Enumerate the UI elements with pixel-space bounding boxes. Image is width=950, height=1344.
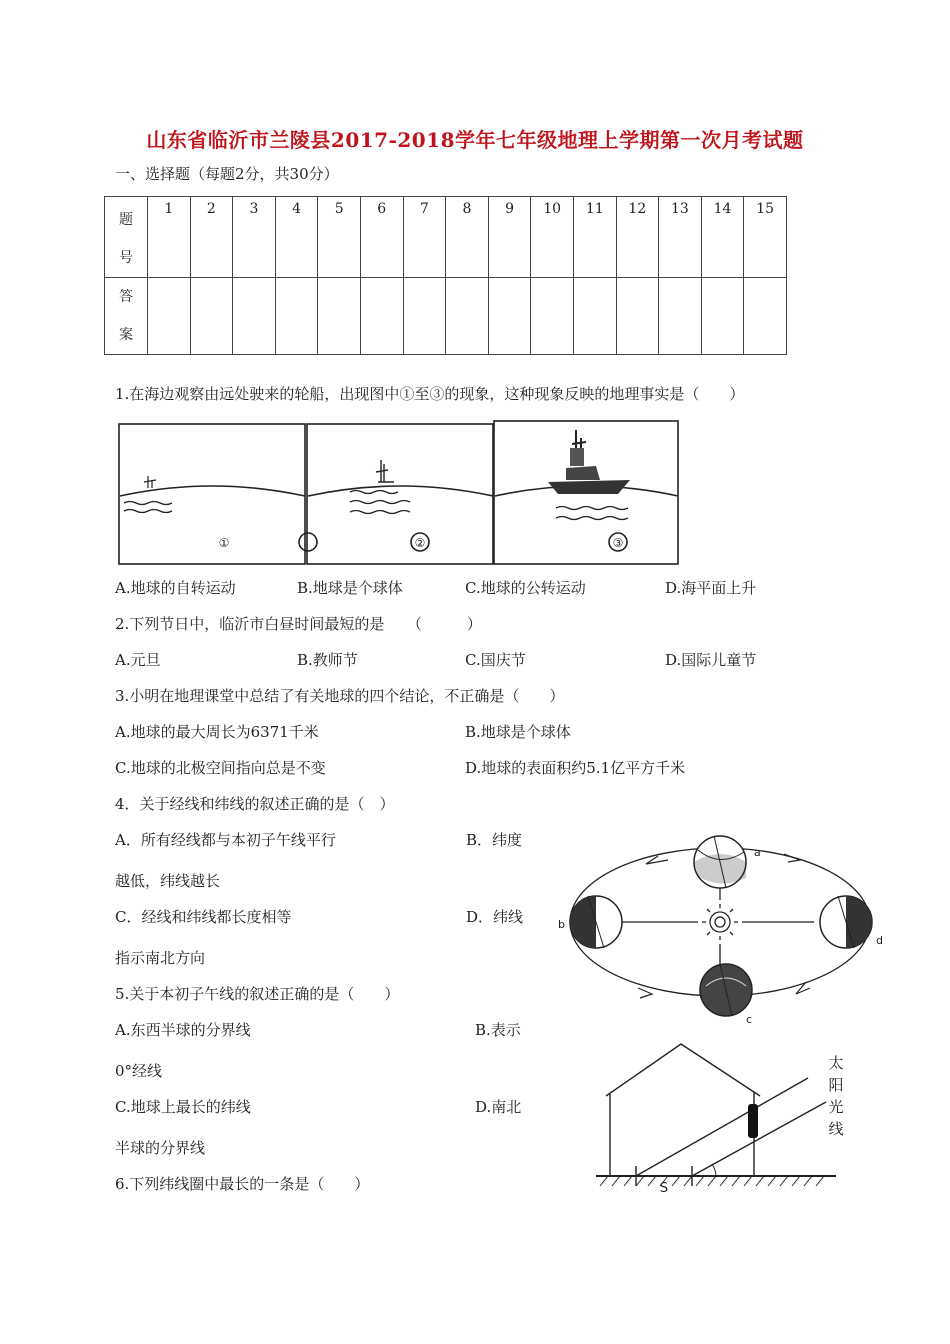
q5-option-d-cont: 半球的分界线 (115, 1139, 206, 1157)
shadow-s-label: S (659, 1181, 669, 1196)
answer-cell[interactable] (148, 278, 191, 355)
answer-table-number-row (105, 197, 787, 278)
q5-option-c[interactable]: C.地球上最长的纬线 (115, 1098, 251, 1116)
header-char: 答 (119, 289, 133, 305)
house-sunlight-figure (596, 1040, 902, 1200)
earth-b-icon (570, 896, 622, 948)
question-number-cell: 5 (318, 197, 361, 278)
horizon-line (308, 486, 493, 496)
sun-label-char: 光 (828, 1098, 844, 1116)
q2-option-d[interactable]: D.国际儿童节 (665, 651, 757, 669)
question-number-cell: 7 (403, 197, 446, 278)
section-heading: 一、选择题（每题2分，共30分） (115, 165, 339, 183)
orbit-label-a: a (754, 846, 761, 859)
q3-option-d[interactable]: D.地球的表面积约5.1亿平方千米 (465, 759, 686, 777)
sun-label-char: 线 (828, 1120, 844, 1138)
sun-icon (702, 904, 738, 940)
earth-d-icon (820, 896, 872, 948)
answer-cell[interactable] (275, 278, 318, 355)
answer-cell[interactable] (616, 278, 659, 355)
question-number-cell: 3 (233, 197, 276, 278)
answer-cell[interactable] (403, 278, 446, 355)
ship-figure (118, 420, 680, 566)
answer-cell[interactable] (360, 278, 403, 355)
house-roof (606, 1044, 760, 1096)
answer-cell[interactable] (318, 278, 361, 355)
question-5-text: 5.关于本初子午线的叙述正确的是（ ） (115, 985, 400, 1003)
q3-option-c[interactable]: C.地球的北极空间指向总是不变 (115, 759, 326, 777)
question-4-text: 4．关于经线和纬线的叙述正确的是（ ） (115, 795, 395, 813)
q4-option-a[interactable]: A．所有经线都与本初子午线平行 (115, 831, 336, 849)
panel-2-label: ② (414, 536, 426, 550)
answer-cell[interactable] (190, 278, 233, 355)
question-number-cell: 10 (531, 197, 574, 278)
orbit-label-b: b (558, 918, 565, 931)
earth-a-icon (694, 836, 746, 888)
header-char: 题 (119, 212, 133, 228)
answer-table-answer-row (105, 278, 787, 355)
panel-3-label: ③ (612, 536, 624, 550)
answer-cell[interactable] (488, 278, 531, 355)
header-char: 案 (119, 327, 133, 343)
orbit-label-d: d (876, 934, 883, 947)
q5-option-b[interactable]: B.表示 (475, 1021, 521, 1039)
q3-option-b[interactable]: B.地球是个球体 (465, 723, 571, 741)
question-number-cell: 15 (744, 197, 787, 278)
q2-option-b[interactable]: B.教师节 (297, 651, 358, 669)
q1-option-b[interactable]: B.地球是个球体 (297, 579, 403, 597)
q1-option-d[interactable]: D.海平面上升 (665, 579, 757, 597)
q5-option-d[interactable]: D.南北 (475, 1098, 522, 1116)
answer-cell[interactable] (701, 278, 744, 355)
answer-cell[interactable] (659, 278, 702, 355)
earth-c-icon (700, 964, 752, 1016)
sun-label-char: 阳 (828, 1076, 844, 1094)
answer-cell[interactable] (573, 278, 616, 355)
question-number-cell: 8 (446, 197, 489, 278)
question-number-cell: 2 (190, 197, 233, 278)
question-2-text: 2.下列节日中，临沂市白昼时间最短的是 （ ） (115, 615, 482, 633)
sunlight-ray-1 (636, 1078, 808, 1176)
q5-option-b-cont: 0°经线 (115, 1062, 163, 1080)
q2-option-c[interactable]: C.国庆节 (465, 651, 526, 669)
answer-cell[interactable] (531, 278, 574, 355)
table-header-cell (105, 278, 148, 355)
question-1-text: 1.在海边观察由远处驶来的轮船，出现图中①至③的现象，这种现象反映的地理事实是（ ） (115, 385, 745, 403)
q4-option-b-cont: 越低，纬线越长 (115, 872, 221, 890)
q4-option-b[interactable]: B．纬度 (466, 831, 523, 849)
question-number-cell: 13 (659, 197, 702, 278)
q1-option-a[interactable]: A.地球的自转运动 (115, 579, 236, 597)
q2-option-a[interactable]: A.元旦 (115, 651, 161, 669)
question-number-cell: 14 (701, 197, 744, 278)
question-3-text: 3.小明在地理课堂中总结了有关地球的四个结论，不正确是（ ） (115, 687, 565, 705)
question-number-cell: 11 (573, 197, 616, 278)
ship-panel-1-frame (119, 424, 305, 564)
question-6-text: 6.下列纬线圈中最长的一条是（ ） (115, 1175, 370, 1193)
earth-orbit-figure (548, 818, 898, 1028)
q5-option-a[interactable]: A.东西半球的分界线 (115, 1021, 251, 1039)
header-char: 号 (119, 250, 133, 266)
sun-label-char: 太 (828, 1054, 844, 1072)
q4-option-c[interactable]: C．经线和纬线都长度相等 (115, 908, 292, 926)
orbit-label-c: c (746, 1013, 753, 1026)
answer-cell[interactable] (233, 278, 276, 355)
question-number-cell: 9 (488, 197, 531, 278)
q4-option-d-cont: 指示南北方向 (115, 949, 206, 967)
page-title: 山东省临沂市兰陵县2017-2018学年七年级地理上学期第一次月考试题 (146, 128, 804, 152)
question-number-cell: 12 (616, 197, 659, 278)
ship-3-icon (548, 430, 630, 494)
ship-panel-2-frame (307, 424, 493, 564)
window-shade (748, 1104, 758, 1138)
q1-option-c[interactable]: C.地球的公转运动 (465, 579, 586, 597)
table-header-cell (105, 197, 148, 278)
question-number-cell: 6 (360, 197, 403, 278)
q4-option-d[interactable]: D．纬线 (466, 908, 524, 926)
answer-table (104, 196, 787, 355)
question-number-cell: 1 (148, 197, 191, 278)
panel-1-label: ① (218, 536, 230, 550)
q3-option-a[interactable]: A.地球的最大周长为6371千米 (115, 723, 319, 741)
question-number-cell: 4 (275, 197, 318, 278)
panel-1-label-circle (299, 533, 317, 551)
answer-cell[interactable] (744, 278, 787, 355)
answer-cell[interactable] (446, 278, 489, 355)
